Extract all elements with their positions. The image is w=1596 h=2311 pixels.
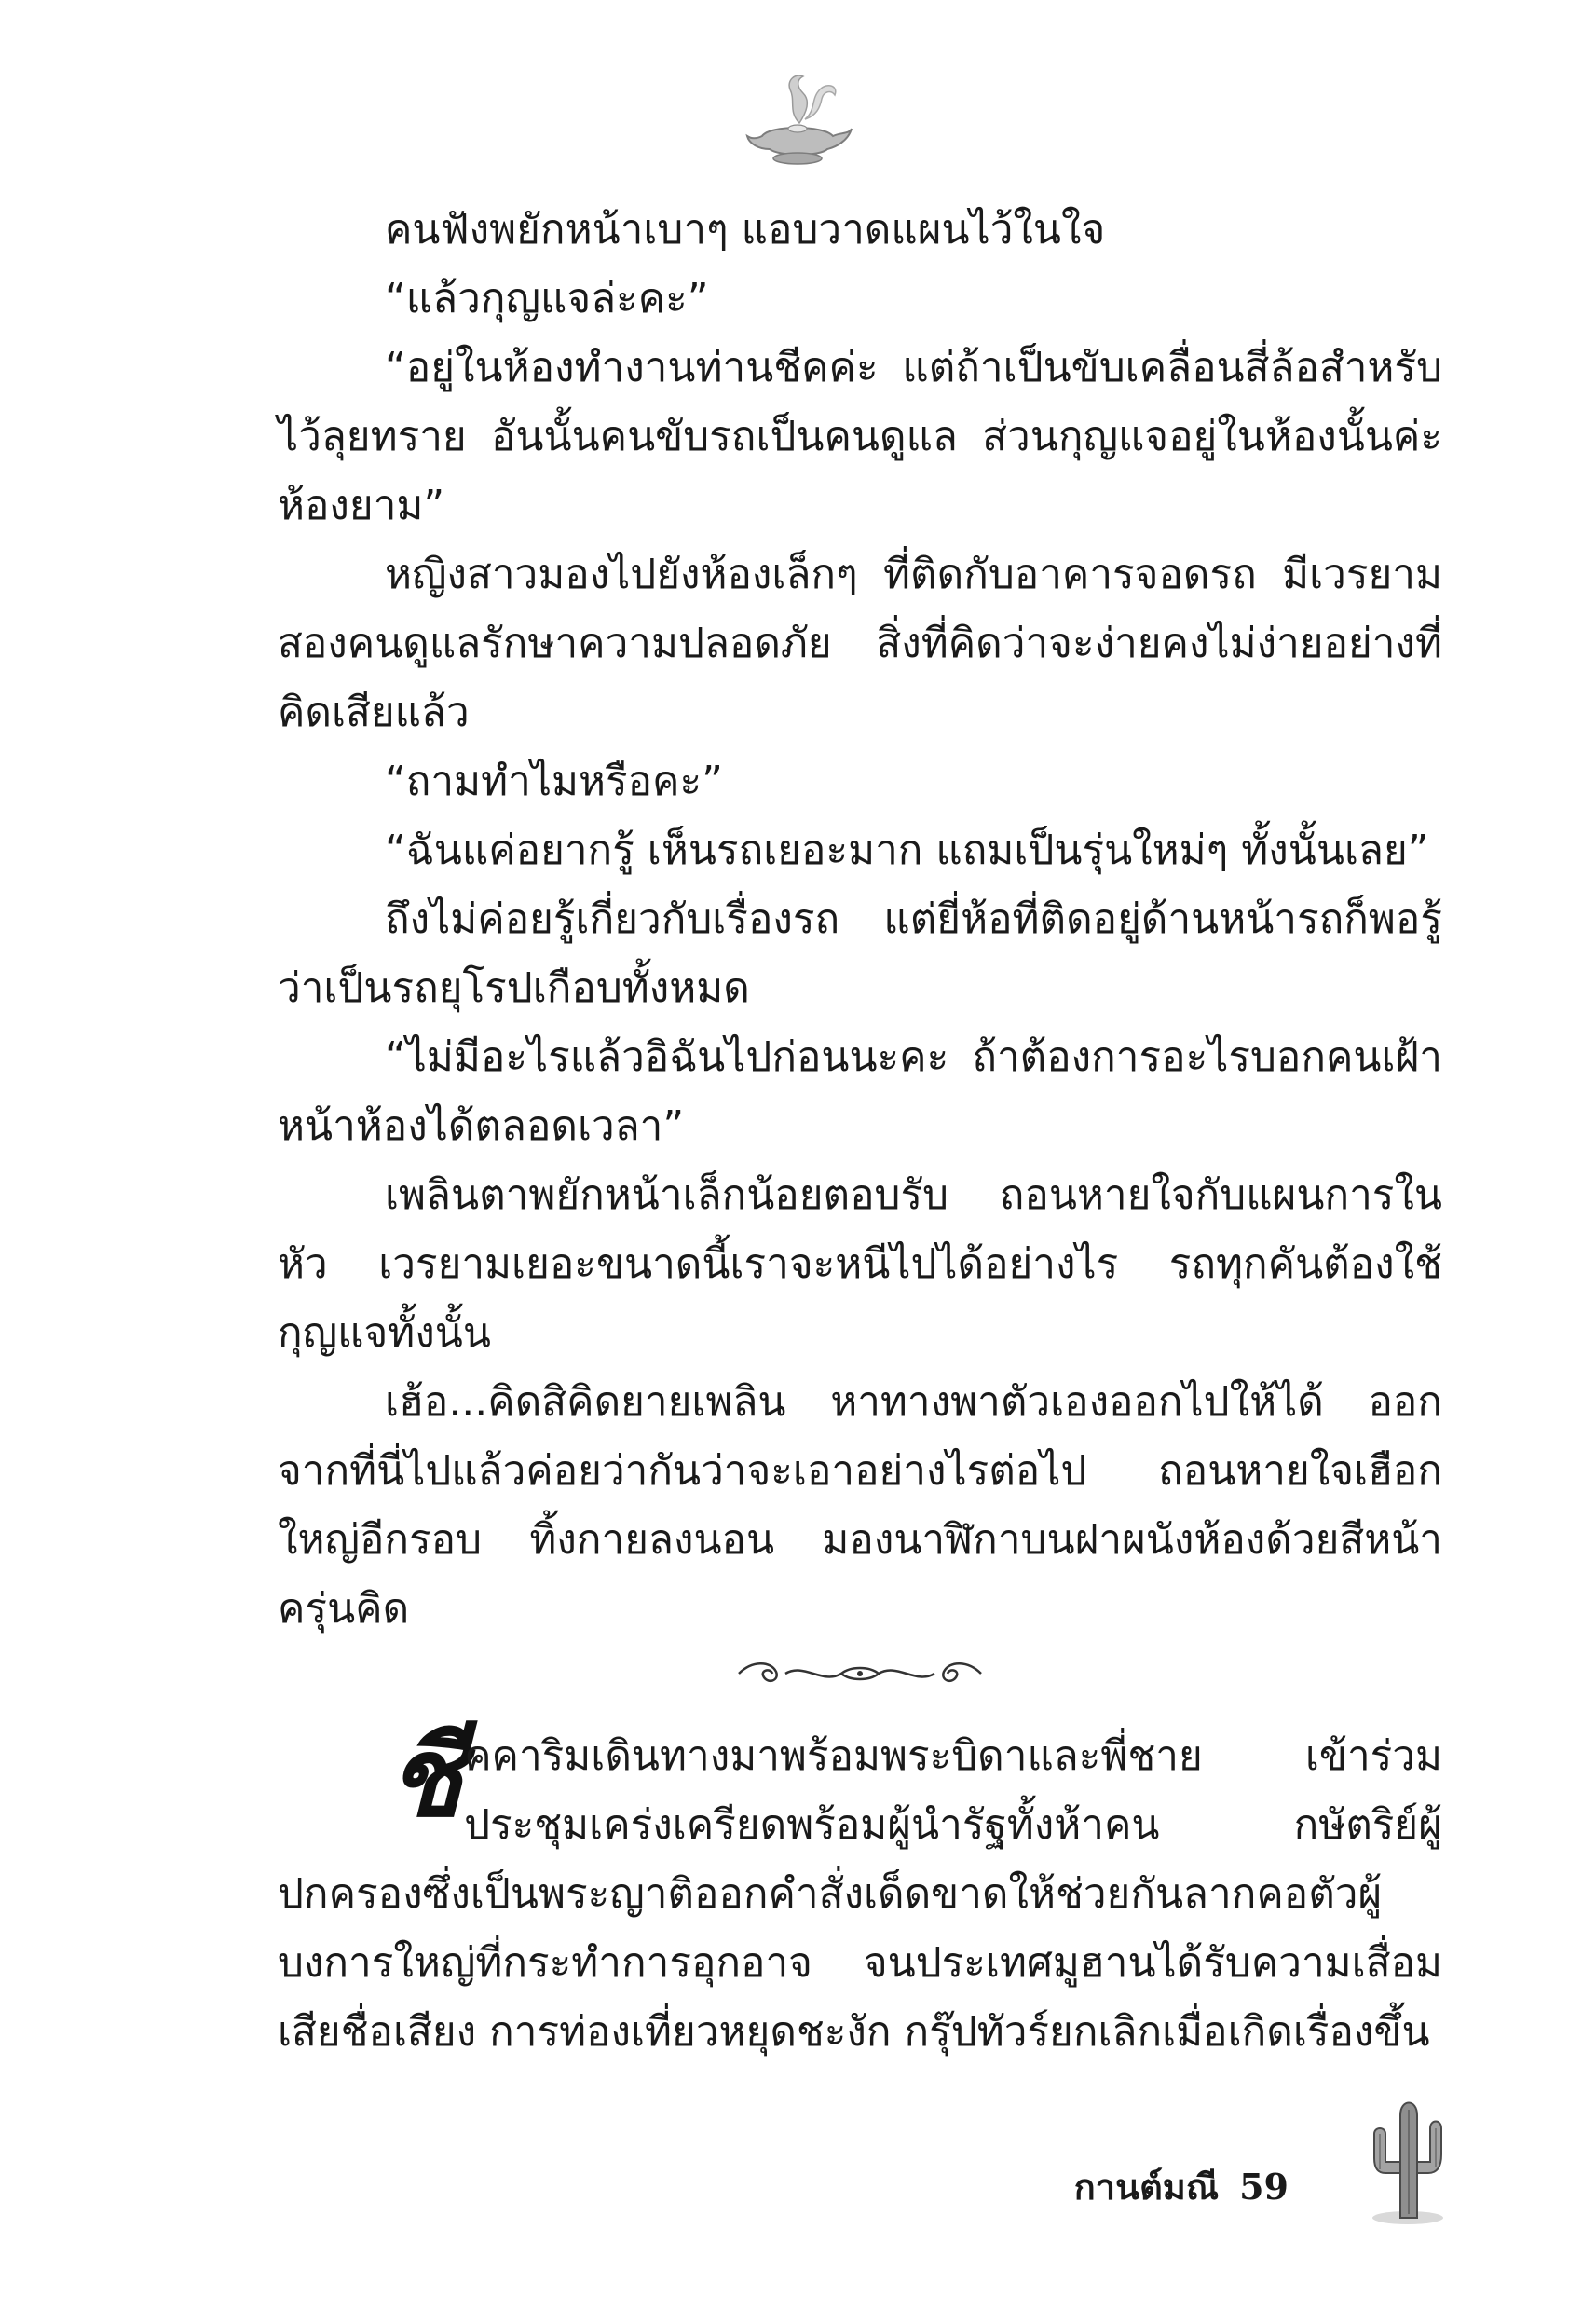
paragraph: “ฉันแค่อยากรู้ เห็นรถเยอะมาก แถมเป็นรุ่นใหม่ๆ ทั้งนั้นเลย” [385, 827, 1429, 874]
paragraph: “อยู่ในห้องทำงานท่านชีคค่ะ แต่ถ้าเป็นขับเคลื่อนสี่ล้อสำหรับไว้ลุยทราย อันนั้นคนขับรถเป็นคนดูแล ส่วนกุญแจอยู่ในห้องนั้นค่ะ ห้องยาม” [278, 344, 1442, 529]
paragraph: “ไม่มีอะไรแล้วอิฉันไปก่อนนะคะ ถ้าต้องการอะไรบอกคนเฝ้าหน้าห้องได้ตลอดเวลา” [278, 1033, 1442, 1150]
drop-cap: ชี [388, 1712, 463, 1841]
magic-lamp-icon [742, 67, 853, 170]
page-body [278, 196, 1442, 2067]
scroll-divider-ornament [730, 1653, 990, 1694]
paragraph: คนฟังพยักหน้าเบาๆ แอบวาดแผนไว้ในใจ [385, 206, 1106, 253]
paragraph: เฮ้อ...คิดสิคิดยายเพลิน หาทางพาตัวเองออกไปให้ได้ ออกจากที่นี่ไปแล้วค่อยว่ากันว่าจะเอาอย่างไรต่อไป ถอนหายใจเฮือกใหญ่อีกรอบ ทิ้งกายลงนอน มองนาฬิกาบนฝาผนังห้องด้วยสีหน้าครุ่นคิด [278, 1378, 1442, 1633]
paragraph: “แล้วกุญแจล่ะคะ” [385, 275, 709, 322]
paragraph: ถึงไม่ค่อยรู้เกี่ยวกับเรื่องรถ แต่ยี่ห้อที่ติดอยู่ด้านหน้ารถก็พอรู้ว่าเป็นรถยุโรปเกือบทั้งหมด [278, 896, 1442, 1012]
book-title: กานต์มณี [1073, 2166, 1220, 2208]
paragraph: เพลินตาพยักหน้าเล็กน้อยตอบรับ ถอนหายใจกับแผนการในหัว เวรยามเยอะขนาดนี้เราจะหนีไปได้อย่างไร รถทุกคันต้องใช้กุญแจทั้งนั้น [278, 1171, 1442, 1357]
section-opening-text: คคาริมเดินทางมาพร้อมพระบิดาและพี่ชาย เข้าร่วมประชุมเคร่งเครียดพร้อมผู้นำรัฐทั้งห้าคน กษัตริย์ผู้ปกครองซึ่งเป็นพระญาติออกคำสั่งเด็ดขาดให้ช่วยกันลากคอตัวผู้บงการใหญ่ที่กระทำการอุกอาจ จนประเทศมูฮานได้รับความเสื่อมเสียชื่อเสียง การท่องเที่ยวหยุดชะงัก กรุ๊ปทัวร์ยกเลิกเมื่อเกิดเรื่องขึ้น [278, 1732, 1442, 2056]
page-number: 59 [1239, 2166, 1289, 2208]
paragraph: “ถามทำไมหรือคะ” [385, 758, 723, 805]
section-opening-paragraph [278, 1712, 1442, 2067]
cactus-icon [1365, 2087, 1449, 2227]
page-footer [1074, 2164, 1289, 2210]
paragraph: หญิงสาวมองไปยังห้องเล็กๆ ที่ติดกับอาคารจอดรถ มีเวรยามสองคนดูแลรักษาความปลอดภัย สิ่งที่คิดว่าจะง่ายคงไม่ง่ายอย่างที่คิดเสียแล้ว [278, 551, 1442, 736]
